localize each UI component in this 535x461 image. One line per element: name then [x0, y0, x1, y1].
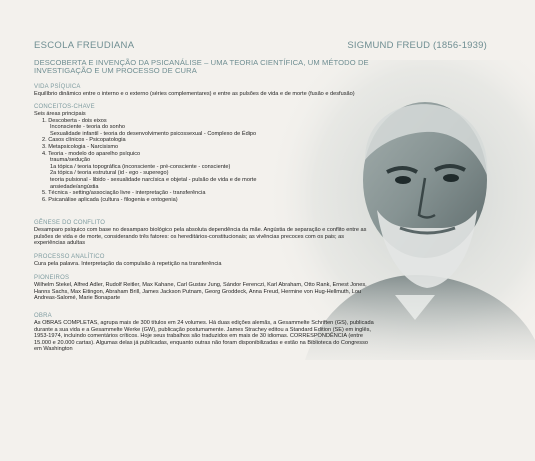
header-left-title: ESCOLA FREUDIANA: [34, 40, 135, 51]
section-heading: PIONEIROS: [34, 275, 70, 281]
section-heading: OBRA: [34, 313, 52, 319]
section-text: Wilhelm Stekel, Alfred Adler, Rudolf Reitler, Max Kahane, Carl Gustav Jung, Sándor Ferenczi, Karl Abraham, Otto Rank, Ernest Jones, Hanns Sachs, Max Eitingon, Abraham Brill, James Jackson Putnam, Georg Groddeck, Anna Freud, Hermine von Hug-Hellmuth, Lou Andreas-Salomé, Marie Bonaparte: [34, 282, 367, 302]
concept-item: Sexualidade infantil - teoria do desenvolvimento psicossexual - Complexo de Édipo: [50, 130, 257, 137]
header-right-title: SIGMUND FREUD (1856-1939): [347, 40, 487, 51]
section-text: Equilíbrio dinâmico entre o interno e o externo (séries complementares) e entre as pulsões de vida e de morte (fusão e desfusão): [34, 91, 355, 97]
concept-item: Inconsciente - teoria do sonho: [50, 124, 125, 131]
section-conceitos-chave: [34, 104, 324, 203]
concept-item: 5. Técnica - setting/associação livre - interpretação - transferência: [42, 190, 206, 197]
section-heading: GÊNESE DO CONFLITO: [34, 220, 106, 226]
section-text: Desamparo psíquico com base no desamparo biológico pela absoluta dependência da mãe. Angústia de separação e conflito entre as pulsões de vida e de morte, considerando três fatores: os hereditários-constitucionais; as vivências precoces com os pais; as experiências adultas: [34, 227, 367, 247]
concept-item: 6. Psicanálise aplicada (cultura - filogenia e ontogenia): [42, 196, 178, 203]
concept-item: 2. Casos clínicos - Psicopatologia: [42, 137, 126, 144]
concept-item: 4. Teoria - modelo do aparelho psíquico: [42, 150, 141, 157]
section-genese: [34, 220, 369, 247]
concept-item: 1a tópica / teoria topográfica (inconsciente - pré-consciente - consciente): [50, 163, 231, 170]
concept-list: [34, 118, 324, 204]
section-heading: CONCEITOS-CHAVE: [34, 104, 95, 110]
section-text: Cura pela palavra. Interpretação da compulsão à repetição na transferência: [34, 261, 222, 267]
section-obra: [34, 313, 374, 353]
section-vida-psiquica: [34, 84, 364, 98]
section-processo: [34, 254, 364, 268]
section-intro: Seis áreas principais: [34, 111, 86, 117]
concept-item: teoria pulsional - libido - sexualidade narcísica e objetal - pulsão de vida e de morte: [50, 176, 257, 183]
concept-item: 3. Metapsicologia - Narcisismo: [42, 143, 119, 150]
section-heading: PROCESSO ANALÍTICO: [34, 254, 105, 260]
concept-item: 1. Descoberta - dois eixos: [42, 117, 107, 124]
concept-item: ansiedade/angústia: [50, 183, 99, 190]
concept-item: trauma/sedução: [50, 157, 91, 164]
subtitle: DESCOBERTA E INVENÇÃO DA PSICANÁLISE – UMA TEORIA CIENTÍFICA, UM MÉTODO DE INVESTIGAÇÃO E UM PROCESSO DE CURA: [34, 58, 369, 76]
concept-item: 2a tópica / teoria estrutural (id - ego - superego): [50, 170, 169, 177]
section-text: As OBRAS COMPLETAS, agrupa mais de 300 títulos em 24 volumes. Há duas edições alemãs, a Gesammelte Schriften (GS), publicada durante a sua vida e a Gesammelte Werke (GW), publicação postumamente. James Strachey editou a Standard Edition (SE) em inglês, 1953-1974, incluindo comentários críticos. Hoje seus trabalhos são traduzidos em mais de 30 idiomas. CORRESPONDÊNCIA (entre 15.000 e 20.000 cartas). Algumas delas já publicadas, enquanto outras não foram disponibilizadas e estão na Biblioteca do Congresso em Washington: [34, 320, 374, 353]
section-pioneiros: [34, 275, 379, 302]
section-heading: VIDA PSÍQUICA: [34, 84, 81, 90]
